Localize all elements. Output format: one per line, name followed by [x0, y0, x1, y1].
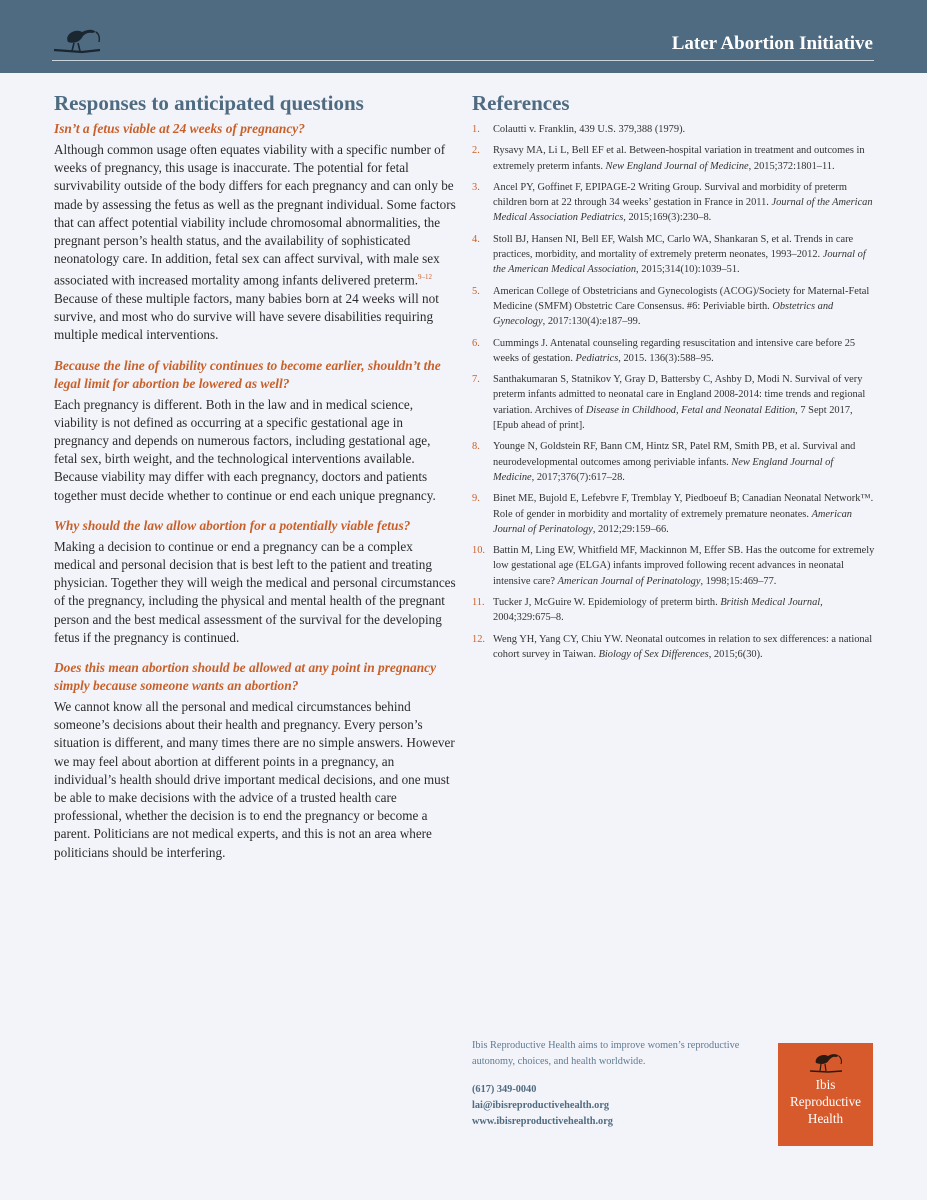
answer-text: Although common usage often equates viability with a specific number of weeks of pregnancy, this usage is inaccurate. The potential for fetal survivability outside of the body differs for each pregnancy and can only be made by assessing the fetus as well as the pregnant individual. Some factors that can affect potential viability include chromosomal abnormalities, the pregnant person’s health status, and the availability of sophisticated neonatology care. In addition, fetal sex can affect survival, with male sex associated with increased mortality among infants delivered preterm.$^{9-12}$ Because of these multiple factors, many babies born at 24 weeks will not survive, and most who do survive will have severe disabilities requiring multiple medical interventions. — [54, 142, 456, 343]
question-heading: Isn’t a fetus viable at 24 weeks of pregnancy? — [54, 121, 305, 136]
ibis-bird-icon — [806, 1049, 846, 1075]
reference-item: 3. Ancel PY, Goffinet F, EPIPAGE-2 Writing Group. Survival and morbidity of preterm children born at 22 through 34 weeks’ gestation in France in 2011. Journal of the American Medical Association Pediatrics, 2015;169(3):230–8. — [472, 181, 873, 224]
reference-item: 5. American College of Obstetricians and Gynecologists (ACOG)/Society for Maternal-Fetal Medicine (SMFM) Obstetric Care Consensus. #6: Periviable birth. Obstetrics and Gynecology, 2017:130(4):e187–99. — [472, 285, 870, 328]
reference-item: 6. Cummings J. Antenatal counseling regarding resuscitation and intensive care before 25 weeks of gestation. Pediatrics, 2015. 136(3):588–95. — [472, 337, 856, 364]
organization-mission: Ibis Reproductive Health aims to improve women’s reproductive autonomy, choices, and health worldwide. — [472, 1040, 740, 1067]
reference-item: 11. Tucker J, McGuire W. Epidemiology of preterm birth. British Medical Journal, 2004;329:675–8. — [472, 597, 823, 624]
page-header — [0, 0, 927, 73]
reference-list — [472, 122, 875, 662]
references-column — [472, 91, 875, 668]
question-heading: Why should the law allow abortion for a potentially viable fetus? — [54, 517, 411, 533]
citation-superscript: 9–12 — [418, 273, 432, 282]
answer-text: Making a decision to continue or end a pregnancy can be a complex medical and personal decision that is best left to the patient and treating physician. Together they will weigh the medical and personal circumstances of the pregnancy, including the physical and mental health of the pregnant person and the best medical assessment of the survival for the developing fetus if the pregnancy is continued. — [54, 538, 456, 645]
ibis-logo — [778, 1043, 873, 1146]
reference-item: 12. Weng YH, Yang CY, Chiu YW. Neonatal outcomes in relation to sex differences: a national cohort survey in Taiwan. Biology of Sex Differences, 2015;6(30). — [472, 633, 873, 660]
reference-item: 10. Battin M, Ling EW, Whitfield MF, Mackinnon M, Effer SB. Has the outcome for extremely low gestational age (ELGA) infants improved following recent advances in neonatal intensive care? American Journal of Perinatology, 1998;15:469–77. — [472, 545, 875, 587]
reference-item: 2. Rysavy MA, Li L, Bell EF et al. Between-hospital variation in treatment and outcomes in extremely preterm infants. New England Journal of Medicine, 2015;372:1801–11. — [472, 145, 865, 172]
logo-text: Ibis Reproductive Health — [789, 1077, 862, 1126]
phone-number: (617) 349-0040 — [472, 1084, 537, 1095]
website-link[interactable]: www.ibisreproductivehealth.org — [472, 1116, 613, 1127]
header-divider — [52, 60, 874, 61]
reference-item: 8. Younge N, Goldstein RF, Bann CM, Hintz SR, Patel RM, Smith PB, et al. Survival and neurodevelopmental outcomes among periviable infants. New England Journal of Medicine, 2017;376(7):617–28. — [472, 441, 856, 483]
reference-item: 9. Binet ME, Bujold E, Lefebvre F, Tremblay Y, Piedboeuf B; Canadian Neonatal Network™. Role of gender in morbidity and mortality of extremely premature neonates. American Journal of Perinatology, 2012;29:159–66. — [472, 493, 874, 535]
questions-column — [54, 91, 456, 874]
question-heading: Does this mean abortion should be allowed at any point in pregnancy simply because someone wants an abortion? — [54, 660, 437, 694]
ibis-bird-icon — [52, 22, 102, 58]
answer-text: We cannot know all the personal and medical circumstances behind someone’s decisions about their health and pregnancy. Every person’s situation is different, and many times there are no simple answers. However we may feel about abortion at different points in a pregnancy, an individual’s health should drive important medical decisions, and one must be able to make decisions with the advice of a trusted health care professional, whether the decision is to end the pregnancy or become a parent. Politicians are not medical experts, and this is not an area where politicians should be interfering. — [54, 699, 455, 860]
contact-info — [472, 1082, 613, 1130]
email-link[interactable]: lai@ibisreproductivehealth.org — [472, 1100, 610, 1111]
question-heading: Because the line of viability continues to become earlier, shouldn’t the legal limit for abortion be lowered as well? — [54, 357, 441, 391]
answer-text: Each pregnancy is different. Both in the law and in medical science, viability is not defined as occurring at a specific gestational age in pregnancy and depends on numerous factors, including gestational age, fetal sex, birth weight, and the technological interventions available. Because viability may differ with each pregnancy, doctors and patients together must decide whether to continue or end each unique pregnancy. — [54, 396, 436, 503]
section-title-references: References — [472, 91, 570, 115]
reference-item: 7. Santhakumaran S, Statnikov Y, Gray D, Battersby C, Ashby D, Modi N. Survival of very preterm infants admitted to neonatal care in England 2008-2014: time trends and regional variation. Archives of Disease in Childhood, Fetal and Neonatal Edition, 7 Sept 2017, [Epub ahead of print]. — [472, 374, 866, 432]
reference-item: 1. Colautti v. Franklin, 439 U.S. 379,388 (1979). — [472, 124, 686, 135]
section-title-questions: Responses to anticipated questions — [54, 91, 364, 115]
header-title: Later Abortion Initiative — [671, 33, 873, 54]
reference-item: 4. Stoll BJ, Hansen NI, Bell EF, Walsh MC, Carlo WA, Shankaran S, et al. Trends in care practices, morbidity, and mortality of extremely preterm neonates, 1993–2012. Journal of the American Medical Association, 2015;314(10):1039–51. — [472, 233, 866, 276]
